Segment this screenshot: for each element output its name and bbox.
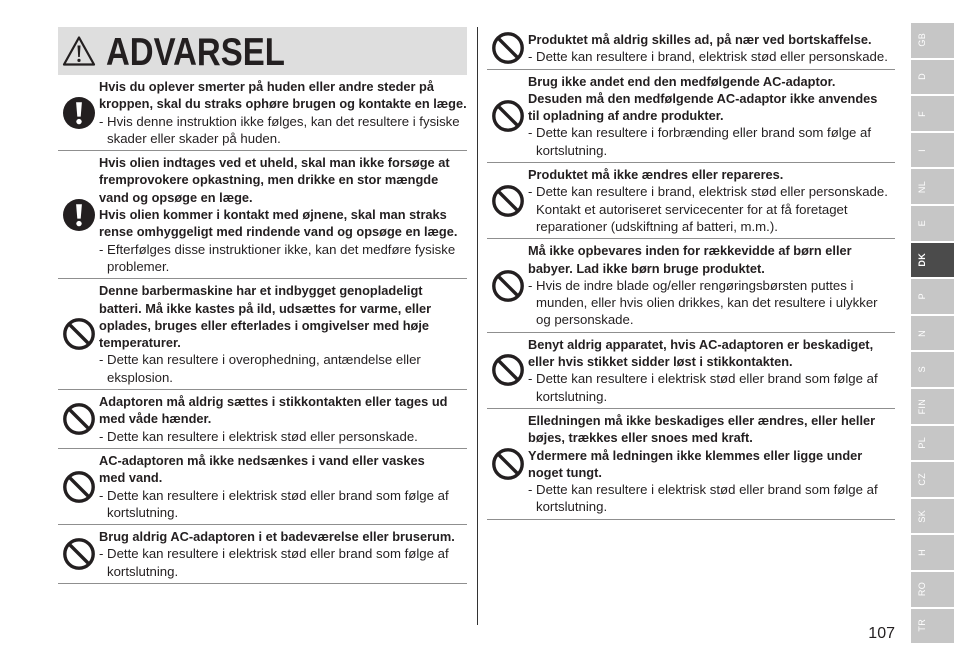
page-number: 107 bbox=[868, 625, 895, 642]
warning-text-line: Elledningen må ikke beskadiges eller ændres, eller heller bbox=[528, 412, 876, 428]
consequence-text-line: Kontakt et autoriseret servicecenter for at få foretaget bbox=[536, 201, 848, 217]
language-tab-label: P bbox=[917, 293, 927, 300]
prohibition-icon bbox=[63, 318, 95, 350]
language-tab-i bbox=[911, 133, 954, 168]
language-tab-label: NL bbox=[917, 180, 927, 193]
warning-item-text bbox=[99, 528, 467, 580]
language-tab-nl bbox=[911, 169, 954, 204]
warning-text-line: Brug ikke andet end den medfølgende AC-adaptor. bbox=[528, 73, 836, 89]
warning-text-line: Denne barbermaskine har et indbygget genopladeligt bbox=[99, 283, 423, 299]
warning-item-text bbox=[528, 336, 895, 405]
consequence-text-line: - Dette kan resultere i brand, elektrisk stød eller personskade. bbox=[528, 184, 888, 200]
language-tab-p bbox=[911, 279, 954, 314]
prohibition-icon bbox=[63, 471, 95, 503]
consequence-text-line: problemer. bbox=[107, 258, 170, 274]
warning-text-line: til opladning af andre produkter. bbox=[528, 108, 724, 124]
consequence-text-line: og personskade. bbox=[536, 312, 634, 328]
warning-item bbox=[487, 409, 895, 520]
section-title: ADVARSEL bbox=[106, 30, 285, 74]
prohibition-icon bbox=[63, 538, 95, 570]
language-tab-e bbox=[911, 206, 954, 241]
consequence-text-line: - Hvis denne instruktion ikke følges, kan det resultere i fysiske bbox=[99, 113, 460, 129]
consequence-text-line: eksplosion. bbox=[107, 369, 173, 385]
prohibition-icon bbox=[492, 100, 524, 132]
consequence-text-line: - Dette kan resultere i overophedning, antændelse eller bbox=[99, 352, 421, 368]
warning-text-line: Må ikke opbevares inden for rækkevidde af børn eller bbox=[528, 243, 852, 259]
language-tab-s bbox=[911, 352, 954, 387]
consequence-text-line: munden, eller hvis olien drikkes, kan det resultere i ulykker bbox=[536, 295, 878, 311]
consequence-text-line: - Dette kan resultere i elektrisk stød eller brand som følge af bbox=[528, 482, 878, 498]
exclamation-circle-icon bbox=[63, 97, 95, 129]
warning-item-text bbox=[99, 452, 467, 521]
language-tab-strip bbox=[911, 23, 954, 643]
warning-text-line: Desuden må den medfølgende AC-adaptor ikke anvendes bbox=[528, 90, 878, 106]
warning-item-text bbox=[528, 412, 895, 516]
warning-item bbox=[487, 239, 895, 332]
language-tab-label: I bbox=[917, 148, 927, 152]
warning-item-text bbox=[99, 393, 467, 445]
warning-text-line: batteri. Må ikke kastes på ild, udsættes for varme, eller bbox=[99, 300, 432, 316]
prohibition-icon bbox=[492, 32, 524, 64]
warning-item bbox=[487, 28, 895, 70]
left-column bbox=[58, 27, 467, 584]
warning-item bbox=[58, 151, 467, 279]
warning-text-line: babyer. Lad ikke børn bruge produktet. bbox=[528, 260, 765, 276]
language-tab-label: S bbox=[917, 366, 927, 373]
warning-item-text bbox=[99, 282, 467, 386]
warning-text-line: rense omhyggeligt med rindende vand og opsøge en læge. bbox=[99, 224, 458, 240]
warning-item bbox=[58, 449, 467, 525]
warning-item-text bbox=[528, 242, 895, 328]
warning-text-line: fremprovokere opkastning, men drikke en stor mængde bbox=[99, 172, 439, 188]
consequence-text-line: - Dette kan resultere i elektrisk stød eller personskade. bbox=[99, 428, 418, 444]
warning-text-line: med våde hænder. bbox=[99, 411, 212, 427]
warning-text-line: temperaturer. bbox=[99, 335, 181, 351]
warning-triangle-icon bbox=[62, 35, 96, 67]
warning-item-text bbox=[528, 166, 895, 235]
language-tab-pl bbox=[911, 426, 954, 461]
consequence-text-line: kortslutning. bbox=[107, 504, 179, 520]
language-tab-dk bbox=[911, 243, 954, 278]
language-tab-d bbox=[911, 60, 954, 95]
warning-header bbox=[58, 27, 467, 75]
warning-item-text bbox=[99, 78, 467, 147]
language-tab-fin bbox=[911, 389, 954, 424]
language-tab-label: DK bbox=[917, 253, 927, 267]
language-tab-tr bbox=[911, 609, 954, 644]
warning-text-line: bøjes, trækkes eller snoes med kraft. bbox=[528, 430, 753, 446]
column-divider bbox=[477, 27, 478, 625]
warning-item bbox=[58, 525, 467, 584]
consequence-text-line: - Dette kan resultere i forbrænding eller brand som følge af bbox=[528, 125, 872, 141]
consequence-text-line: kortslutning. bbox=[536, 388, 608, 404]
consequence-text-line: kortslutning. bbox=[536, 499, 608, 515]
language-tab-label: FIN bbox=[917, 398, 927, 414]
consequence-text-line: - Hvis de indre blade og/eller rengøringsbørsten puttes i bbox=[528, 277, 854, 293]
language-tab-n bbox=[911, 316, 954, 351]
warning-text-line: Adaptoren må aldrig sættes i stikkontakten eller tages ud bbox=[99, 394, 448, 410]
language-tab-ro bbox=[911, 572, 954, 607]
warning-item-text bbox=[528, 73, 895, 159]
warning-text-line: Produktet må aldrig skilles ad, på nær ved bortskaffelse. bbox=[528, 32, 872, 47]
consequence-text-line: skader eller skader på huden. bbox=[107, 130, 281, 146]
warning-text-line: Hvis olien indtages ved et uheld, skal man ikke forsøge at bbox=[99, 155, 450, 171]
prohibition-icon bbox=[492, 185, 524, 217]
warning-text-line: Hvis olien kommer i kontakt med øjnene, skal man straks bbox=[99, 207, 447, 223]
consequence-text-line: - Dette kan resultere i elektrisk stød eller brand som følge af bbox=[528, 371, 878, 387]
consequence-text-line: - Dette kan resultere i elektrisk stød eller brand som følge af bbox=[99, 546, 449, 562]
warning-item bbox=[58, 75, 467, 151]
language-tab-label: PL bbox=[917, 437, 927, 449]
consequence-text-line: - Dette kan resultere i brand, elektrisk stød eller personskade. bbox=[528, 49, 888, 65]
warning-text-line: AC-adaptoren må ikke nedsænkes i vand eller vaskes bbox=[99, 452, 425, 468]
language-tab-label: SK bbox=[917, 509, 927, 523]
warning-item bbox=[58, 279, 467, 390]
language-tab-label: D bbox=[917, 73, 927, 81]
prohibition-icon bbox=[492, 354, 524, 386]
warning-text-line: med vand. bbox=[99, 470, 163, 486]
language-tab-label: H bbox=[917, 549, 927, 557]
warning-item-text bbox=[99, 154, 467, 275]
warning-text-line: Hvis du oplever smerter på huden eller andre steder på bbox=[99, 79, 434, 94]
language-tab-gb bbox=[911, 23, 954, 58]
language-tab-h bbox=[911, 535, 954, 570]
warning-text-line: Benyt aldrig apparatet, hvis AC-adaptoren er beskadiget, bbox=[528, 336, 874, 352]
warning-text-line: Ydermere må ledningen ikke klemmes eller ligge under bbox=[528, 447, 863, 463]
prohibition-icon bbox=[492, 448, 524, 480]
warning-text-line: vand og opsøge en læge. bbox=[99, 189, 253, 205]
warning-item bbox=[58, 390, 467, 449]
language-tab-label: CZ bbox=[917, 473, 927, 486]
language-tab-label: N bbox=[917, 329, 927, 337]
warning-text-line: noget tungt. bbox=[528, 464, 602, 480]
language-tab-label: RO bbox=[917, 582, 927, 597]
consequence-text-line: kortslutning. bbox=[107, 563, 179, 579]
consequence-text-line: - Dette kan resultere i elektrisk stød eller brand som følge af bbox=[99, 487, 449, 503]
warning-text-line: kroppen, skal du straks ophøre brugen og kontakte en læge. bbox=[99, 96, 467, 112]
warning-item-text bbox=[528, 31, 895, 66]
warning-item bbox=[487, 70, 895, 163]
warning-item bbox=[487, 333, 895, 409]
exclamation-circle-icon bbox=[63, 199, 95, 231]
consequence-text-line: kortslutning. bbox=[536, 142, 608, 158]
warning-text-line: Brug aldrig AC-adaptoren i et badeværelse eller bruserum. bbox=[99, 529, 455, 545]
warning-text-line: eller hvis stikket sidder løst i stikkontakten. bbox=[528, 354, 793, 370]
language-tab-label: E bbox=[917, 220, 927, 227]
language-tab-label: F bbox=[917, 110, 927, 117]
language-tab-cz bbox=[911, 462, 954, 497]
consequence-text-line: - Efterfølges disse instruktioner ikke, kan det medføre fysiske bbox=[99, 241, 456, 257]
language-tab-label: TR bbox=[917, 619, 927, 633]
language-tab-label: GB bbox=[917, 33, 927, 48]
warning-text-line: oplades, bruges eller efterlades i omgivelser med høje bbox=[99, 317, 429, 333]
right-column bbox=[487, 27, 895, 520]
prohibition-icon bbox=[492, 270, 524, 302]
warning-text-line: Produktet må ikke ændres eller repareres. bbox=[528, 167, 784, 183]
prohibition-icon bbox=[63, 403, 95, 435]
warning-item bbox=[487, 163, 895, 239]
language-tab-sk bbox=[911, 499, 954, 534]
consequence-text-line: reparationer (udskiftning af batteri, m.m.). bbox=[536, 218, 778, 234]
language-tab-f bbox=[911, 96, 954, 131]
